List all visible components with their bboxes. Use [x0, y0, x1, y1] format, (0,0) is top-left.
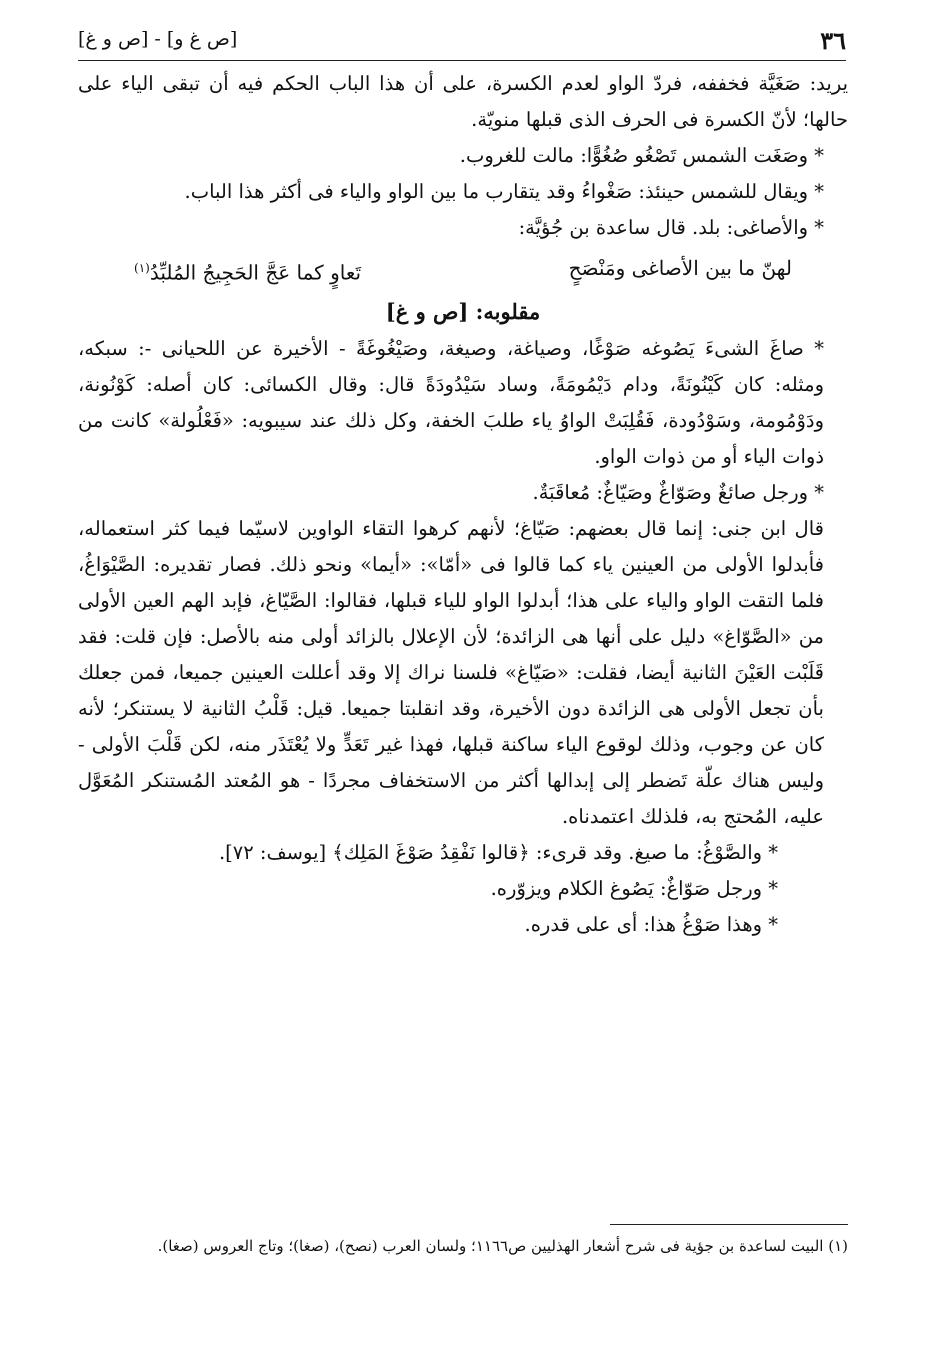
header-rule [78, 60, 846, 61]
footnote-rule [610, 1224, 848, 1225]
verse-first-hemistich: لهنّ ما بين الأصاغى ومَنْصَحٍ [568, 256, 792, 280]
running-head: [ص غ و] - [ص و غ] [78, 28, 238, 50]
page-header [78, 26, 846, 56]
entry-paragraph: * والصَّوْغُ: ما صيغ. وقد قرىء: ﴿قالوا نَفْقِدُ صَوْغَ المَلِك﴾ [يوسف: ٧٢]. [218, 840, 778, 864]
main-text [78, 66, 848, 943]
page-number: ٣٦ [820, 26, 846, 55]
verse-line [78, 246, 848, 293]
entry-paragraph: * والأصاغى: بلد. قال ساعدة بن جُؤيَّة: [518, 216, 824, 239]
paragraph: يريد: صَغَيَّة فخففه، فردّ الواو لعدم الكسرة، على أن هذا الباب الحكم فيه أن تبقى الياء على حالها؛ لأنّ الكسرة فى الحرف الذى قبلها منويّة. [78, 72, 848, 131]
entry-paragraph: * وصَغَت الشمس تَصْغُو صُغُوًّا: مالت للغروب. [459, 144, 824, 167]
section-heading: مقلوبه: [ص و غ] [385, 298, 541, 324]
entry-paragraph: * وهذا صَوْغُ هذا: أى على قدره. [524, 912, 778, 936]
entry-paragraph: * ورجل صَوّاغٌ: يَصُوغ الكلام ويزوّره. [490, 876, 778, 900]
entry-paragraph: * ورجل صائغٌ وصَوّاغٌ وصَيّاغٌ: مُعاقَبَةٌ. [532, 480, 824, 504]
entry-paragraph: * صاغَ الشىءَ يَصُوغه صَوْغًا، وصياغة، وصيغة، وصَيْغُوغَةً - الأخيرة عن اللحيانى -: سبكه، ومثله: كان كَيْنُونَةً، ودام دَيْمُومَةً، وساد سَيْدُودَةً قال: وقال الكسائى: كان أصله: كَوْنُونة، ودَوْمُومة، وسَوْدُودة، فَقُلِبَتْ الواوُ ياء طلبَ الخفة، وكل ذلك عند سيبويه: «فَعْلُولة» كانت من ذوات الياء أو من ذوات الواو. [78, 336, 824, 468]
footnote-mark: (١) [134, 261, 150, 275]
paragraph: قال ابن جنى: إنما قال بعضهم: صَيّاغ؛ لأنهم كرهوا التقاء الواوين لاسيّما فيما كثر استعماله، فأبدلوا الأولى من العينين ياء كما قالوا فى «أمّا»: «أيما» ونحو ذلك. فصار تقديره: الصَّيْوَاغُ، فلما التقت الواو والياء على هذا؛ أبدلوا الواو للياء قبلها، فقالوا: الصَّيّاغ، فإبد الهم العين الأولى من «الصَّوّاغ» دليل على أنها هى الزائدة؛ لأن الإعلال بالزائد أولى منه بالأصل: فإن قلت: فقد قَلَبْت العَيْنَ الثانية أيضا، فقلت: «صَيّاغ» فلسنا نراك إلا وقد أعللت العينين جميعا، فمن جعلك بأن تجعل الأولى هى الزائدة دون الأخيرة، وقد انقلبتا جميعا. قيل: قَلْبُ الثانية لا يستنكر؛ لأنه كان عن وجوب، وذلك لوقوع الياء ساكنة قبلها، فهذا غير تَعَدٍّ ولا يُعْتَذَر منه، لكن قَلْبَ الأولى - وليس هناك علّة تَضطر إلى إبدالها أكثر من الاستخفاف مجردًا - هو المُعتد المُستنكر المُعَوَّل عليه، المُحتج به، فلذلك اعتمدناه. [78, 516, 824, 828]
footnote: (١) البيت لساعدة بن جؤية فى شرح أشعار الهذليين ص١١٦٦؛ ولسان العرب (نصح)، (صغا)؛ وتاج العروس (صغا). [157, 1237, 848, 1255]
entry-paragraph: * ويقال للشمس حينئذ: صَغْواءُ وقد يتقارب ما بين الواو والياء فى أكثر هذا الباب. [184, 180, 824, 203]
verse-second-hemistich: تَعاوٍ كما عَجَّ الحَجِيجُ المُلبِّدُ$^{(١)}$ [134, 260, 362, 285]
